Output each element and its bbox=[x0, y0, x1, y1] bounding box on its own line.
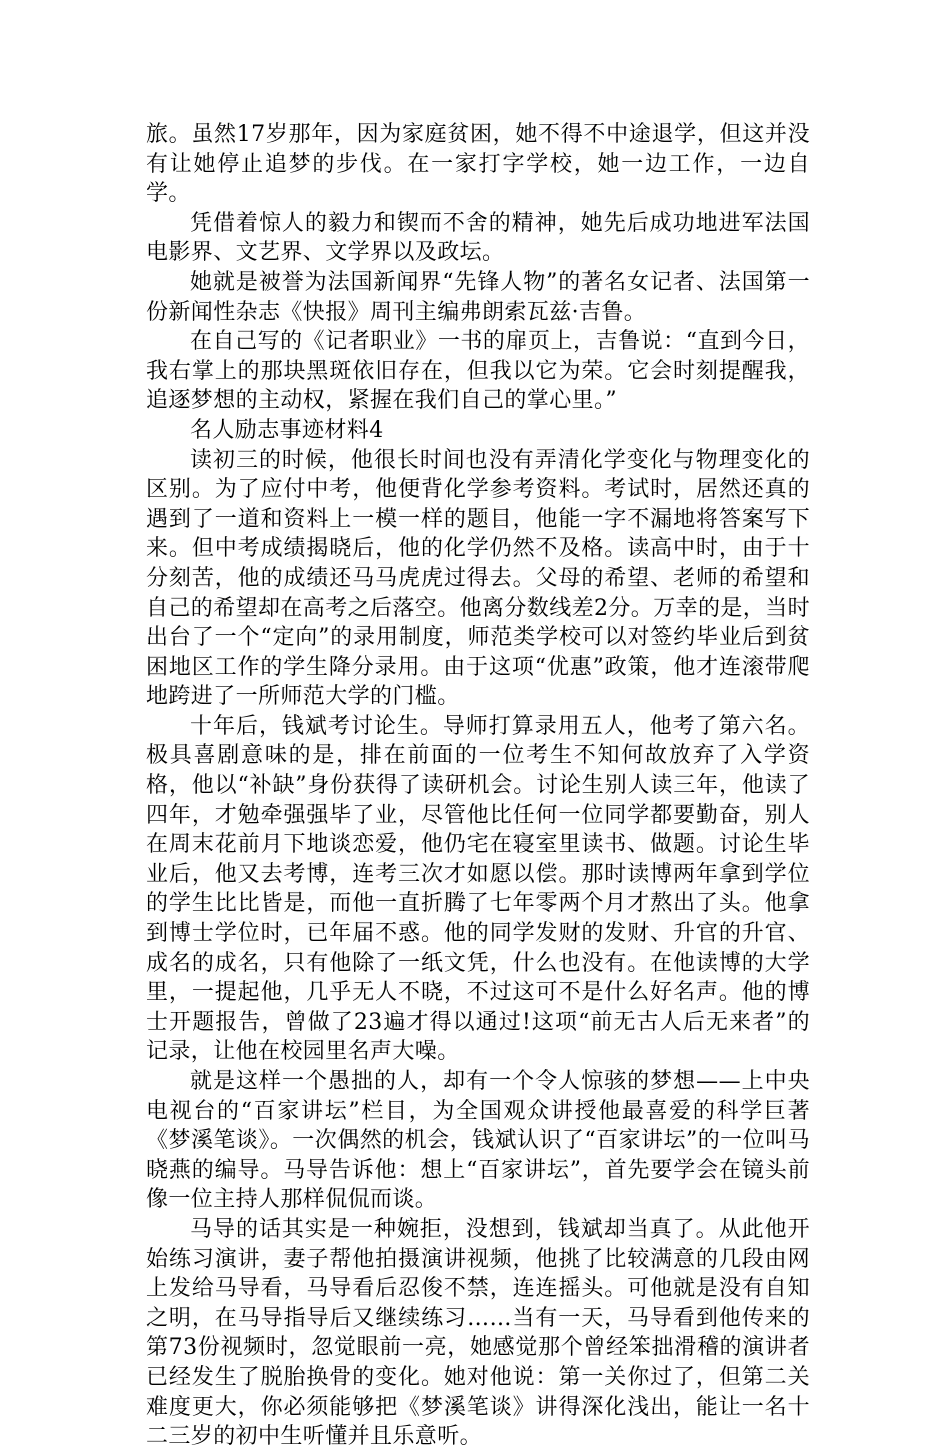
section-heading: 名人励志事迹材料4 bbox=[190, 417, 384, 443]
paragraph-6: 十年后，钱斌考讨论生。导师打算录用五人，他考了第六名。极具喜剧意味的是，排在前面的一位考生不知何故放弃了入学资格，他以“补缺”身份获得了读研机会。讨论生别人读三年，他读了四年，才勉牵强强毕了业，尽管他比任何一位同学都要勤奋，别人在周末花前月下地谈恋爱，他仍宅在寝室里读书、做题。讨论生毕业后，他又去考博，连考三次才如愿以偿。那时读博两年拿到学位的学生比比皆是，而他一直折腾了七年零两个月才熬出了头。他拿到博士学位时，已年届不惑。他的同学发财的发财、升官的升官、成名的成名，只有他除了一纸文凭，什么也没有。在他读博的大学里，一提起他，几乎无人不晓，不过这可不是什么好名声。他的博士开题报告，曾做了23遍才得以通过!这项“前无古人后无来者”的记录，让他在校园里名声大噪。 bbox=[146, 713, 810, 1065]
paragraph-1: 旅。虽然17岁那年，因为家庭贫困，她不得不中途退学，但这并没有让她停止追梦的步伐。在一家打字学校，她一边工作，一边自学。 bbox=[146, 122, 810, 207]
paragraph-5: 读初三的时候，他很长时间也没有弄清化学变化与物理变化的区别。为了应付中考，他便背化学参考资料。考试时，居然还真的遇到了一道和资料上一模一样的题目，他能一字不漏地将答案写下来。但中考成绩揭晓后，他的化学仍然不及格。读高中时，由于十分刻苦，他的成绩还马马虎虎过得去。父母的希望、老师的希望和自己的希望却在高考之后落空。他离分数线差2分。万幸的是，当时出台了一个“定向”的录用制度，师范类学校可以对签约毕业后到贫困地区工作的学生降分录用。由于这项“优惠”政策，他才连滚带爬地跨进了一所师范大学的门槛。 bbox=[146, 447, 810, 710]
paragraph-3: 她就是被誉为法国新闻界“先锋人物”的著名女记者、法国第一份新闻性杂志《快报》周刊主编弗朗索瓦兹·吉鲁。 bbox=[146, 269, 810, 325]
paragraph-4: 在自己写的《记者职业》一书的扉页上，吉鲁说：“直到今日，我右掌上的那块黑斑依旧存在，但我以它为荣。它会时刻提醒我，追逐梦想的主动权，紧握在我们自己的掌心里。” bbox=[146, 329, 810, 414]
document-body bbox=[146, 120, 810, 1452]
paragraph-8: 马导的话其实是一种婉拒，没想到，钱斌却当真了。从此他开始练习演讲，妻子帮他拍摄演讲视频，他挑了比较满意的几段由网上发给马导看，马导看后忍俊不禁，连连摇头。可他就是没有自知之明，在马导指导后又继续练习……当有一天，马导看到他传来的第73份视频时，忽觉眼前一亮，她感觉那个曾经笨拙滑稽的演讲者已经发生了脱胎换骨的变化。她对他说：第一关你过了，但第二关难度更大，你必须能够把《梦溪笔谈》讲得深化浅出，能让一名十二三岁的初中生听懂并且乐意听。 bbox=[146, 1216, 810, 1450]
paragraph-2: 凭借着惊人的毅力和锲而不舍的精神，她先后成功地进军法国电影界、文艺界、文学界以及政坛。 bbox=[146, 210, 810, 266]
paragraph-7: 就是这样一个愚拙的人，却有一个令人惊骇的梦想——上中央电视台的“百家讲坛”栏目，为全国观众讲授他最喜爱的科学巨著《梦溪笔谈》。一次偶然的机会，钱斌认识了“百家讲坛”的一位叫马晓燕的编导。马导告诉他：想上“百家讲坛”，首先要学会在镜头前像一位主持人那样侃侃而谈。 bbox=[146, 1069, 810, 1213]
